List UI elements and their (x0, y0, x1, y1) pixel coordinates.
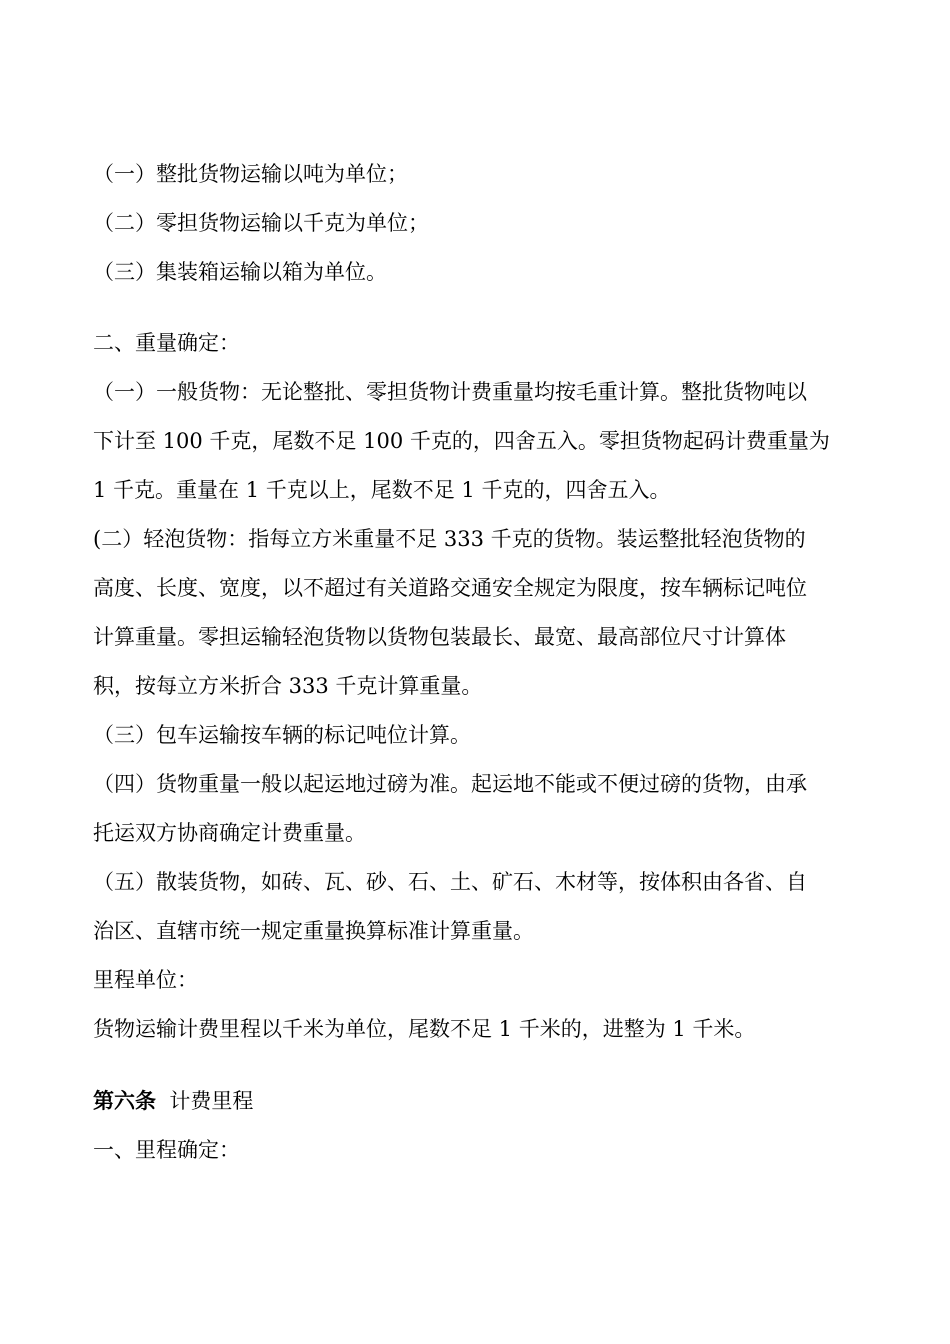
weight-line-6: 计算重量。零担运输轻泡货物以货物包装最长、最宽、最高部位尺寸计算体 (93, 625, 786, 649)
weight-line-1: （一）一般货物：无论整批、零担货物计费重量均按毛重计算。整批货物吨以 (93, 380, 807, 404)
weight-line-12: 治区、直辖市统一规定重量换算标准计算重量。 (93, 919, 534, 943)
article-label: 第六条 (93, 1088, 156, 1113)
weight-line-4: (二）轻泡货物：指每立方米重量不足 333 千克的货物。装运整批轻泡货物的 (93, 527, 806, 551)
weight-line-3: 1 千克。重量在 1 千克以上，尾数不足 1 千克的，四舍五入。 (93, 478, 671, 502)
weight-line-10: 托运双方协商确定计费重量。 (93, 821, 366, 845)
weight-heading: 二、重量确定： (93, 331, 240, 355)
unit-item-3: （三）集装箱运输以箱为单位。 (93, 260, 387, 284)
weight-line-5: 高度、长度、宽度，以不超过有关道路交通安全规定为限度，按车辆标记吨位 (93, 576, 807, 600)
mileage-heading: 一、里程确定： (93, 1138, 240, 1162)
unit-item-1: （一）整批货物运输以吨为单位； (93, 162, 408, 186)
mileage-unit-heading: 里程单位： (93, 968, 198, 992)
weight-line-9: （四）货物重量一般以起运地过磅为准。起运地不能或不便过磅的货物，由承 (93, 772, 807, 796)
article-heading (93, 1076, 857, 1126)
weight-line-11: （五）散装货物，如砖、瓦、砂、石、土、矿石、木材等，按体积由各省、自 (93, 870, 807, 894)
article-title: 计费里程 (169, 1089, 254, 1113)
unit-item-2: （二）零担货物运输以千克为单位； (93, 211, 429, 235)
mileage-unit-text: 货物运输计费里程以千米为单位，尾数不足 1 千米的，进整为 1 千米。 (93, 1017, 756, 1041)
spacer (93, 1054, 857, 1076)
weight-line-7: 积，按每立方米折合 333 千克计算重量。 (93, 674, 483, 698)
weight-line-8: （三）包车运输按车辆的标记吨位计算。 (93, 723, 471, 747)
weight-line-2: 下计至 100 千克，尾数不足 100 千克的，四舍五入。零担货物起码计费重量为 (93, 429, 830, 453)
spacer (93, 297, 857, 319)
document-page (93, 150, 857, 1175)
